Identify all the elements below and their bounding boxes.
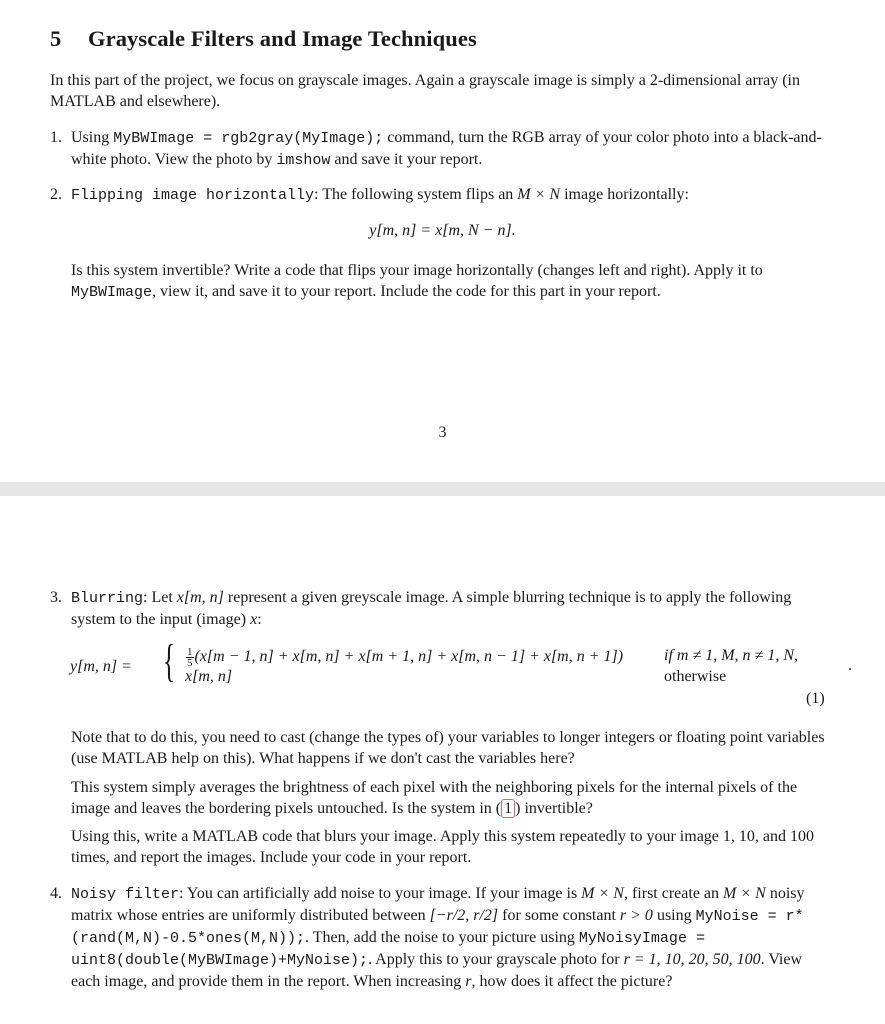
math-r-values: r = 1, 10, 20, 50, 100 xyxy=(623,951,761,968)
page-separator xyxy=(0,482,885,496)
text-run: for some constant xyxy=(498,907,620,924)
text-run: : Let xyxy=(143,589,177,606)
fraction-one-fifth xyxy=(186,647,194,668)
math-dims: M × N xyxy=(581,885,624,902)
text-run: using xyxy=(652,907,696,924)
blur-case-1-condition: if m ≠ 1, M, n ≠ 1, N, xyxy=(664,647,799,664)
code-mybwimage: MyBWImage xyxy=(71,284,153,301)
math-condition: r > 0 xyxy=(619,907,653,924)
text-run: This system simply averages the brightness of each pixel with the neighboring pixels for the internal pixels of the image and leaves the bordering pixels untouched. Is the system in xyxy=(71,779,798,817)
text-run: Using xyxy=(71,129,114,146)
code-rgb2gray: MyBWImage = rgb2gray(MyImage); xyxy=(113,130,384,147)
flip-equation: y[m, n] = x[m, N − n]. xyxy=(369,222,516,239)
blur-note-paragraph: Note that to do this, you need to cast (change the types of) your variables to longer integers or floating point variables (use MATLAB help on this). What happens if we don't cast the variables here? xyxy=(71,729,825,767)
text-run: and save it your report. xyxy=(330,151,483,168)
blur-equation xyxy=(70,635,860,693)
fraction-numerator: 1 xyxy=(187,646,193,658)
section-title-text: Grayscale Filters and Image Techniques xyxy=(88,26,477,51)
blur-invertible-paragraph: This system simply averages the brightness of each pixel with the neighboring pixels for the internal pixels of the image and leaves the bordering pixels untouched. Is the system in ( 1 ) invertible? xyxy=(71,779,798,817)
text-run: Is this system invertible? Write a code that flips your image horizontally (changes left and right). Apply it to xyxy=(71,262,763,279)
list-item-1-label: 1. xyxy=(50,129,62,146)
math-r: r xyxy=(465,973,472,990)
blur-case-2-condition: otherwise xyxy=(664,668,727,685)
text-run: : You can artificially add noise to your image. If your image is xyxy=(179,885,582,902)
section-number: 5 xyxy=(50,26,62,51)
blur-case-1-expr: (x[m − 1, n] + x[m, n] + x[m + 1, n] + x[m, n − 1] + x[m, n + 1]) xyxy=(194,648,624,666)
text-run: image horizontally: xyxy=(560,186,689,203)
list-item-2-label: 2. xyxy=(50,186,62,203)
list-item-4-text xyxy=(71,883,831,992)
text-run: . Apply this to your grayscale photo for xyxy=(368,951,624,968)
math-dims: M × N xyxy=(517,186,561,203)
text-run: invertible? xyxy=(520,800,593,817)
item-heading-noisy: Noisy filter xyxy=(71,886,180,903)
code-imshow: imshow xyxy=(276,152,331,169)
blur-equation-lhs: y[m, n] = xyxy=(70,658,132,675)
flip-paragraph xyxy=(71,260,831,303)
item-heading-flipping: Flipping image horizontally xyxy=(71,187,315,204)
text-run: noisy matrix whose entries are uniformly distributed between xyxy=(71,885,805,924)
math-var: x xyxy=(250,611,258,628)
math-var: x[m, n] xyxy=(176,589,224,606)
list-item-1-text xyxy=(71,127,831,171)
text-run: , how does it affect the picture? xyxy=(471,973,673,990)
intro-paragraph: In this part of the project, we focus on grayscale images. Again a grayscale image is simply a 2-dimensional array (in MATLAB and elsewhere). xyxy=(50,72,800,110)
left-brace: { xyxy=(163,635,176,686)
text-run: represent a given greyscale image. A simple blurring technique is to apply the following system to the input (image) xyxy=(71,589,792,628)
equation-period: . xyxy=(848,657,852,674)
math-range: [−r/2, r/2] xyxy=(429,907,499,924)
section-title xyxy=(50,26,477,52)
text-run: command, turn the RGB array of your color photo into a black-and-white photo. View the photo by xyxy=(71,129,822,168)
equation-reference-link[interactable]: 1 xyxy=(501,799,515,818)
blur-code-paragraph: Using this, write a MATLAB code that blurs your image. Apply this system repeatedly to your image 1, 10, and 100 times, and report the images. Include your code in your report. xyxy=(71,828,814,866)
list-item-2-text xyxy=(71,184,831,206)
text-run: : The following system flips an xyxy=(314,186,518,203)
item-heading-blurring: Blurring xyxy=(71,590,144,607)
page-number: 3 xyxy=(438,424,447,441)
text-run: , view it, and save it to your report. Include the code for this part in your report. xyxy=(152,283,661,300)
list-item-3-text xyxy=(71,587,831,630)
text-run: . Then, add the noise to your picture using xyxy=(305,929,575,946)
text-run: , first create an xyxy=(623,885,724,902)
text-run: . View each image, and provide them in the report. When increasing xyxy=(71,951,803,990)
code-mynoise: MyNoise = r*(rand(M,N)-0.5*ones(M,N)); xyxy=(71,908,804,947)
text-run: : xyxy=(257,611,262,628)
equation-number: (1) xyxy=(806,690,825,707)
fraction-denominator: 5 xyxy=(187,657,193,669)
list-item-3-label: 3. xyxy=(50,589,62,606)
math-dims: M × N xyxy=(723,885,766,902)
code-mynoisyimage: MyNoisyImage = uint8(double(MyBWImage)+MyNoise); xyxy=(71,930,705,969)
blur-case-1 xyxy=(185,647,623,668)
list-item-4-label: 4. xyxy=(50,885,62,902)
blur-case-2: x[m, n] xyxy=(185,668,233,685)
